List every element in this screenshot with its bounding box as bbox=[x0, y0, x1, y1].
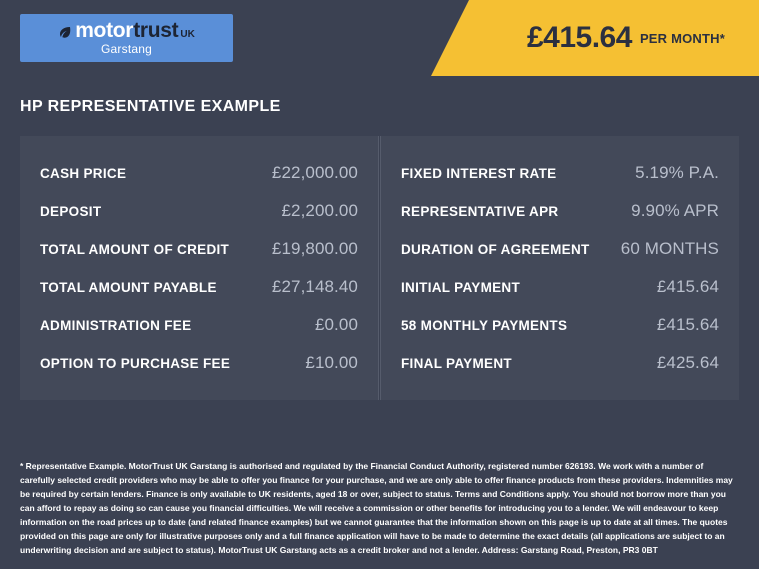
monthly-price-banner bbox=[469, 0, 759, 76]
row-value: £425.64 bbox=[656, 353, 719, 372]
row-label: DEPOSIT bbox=[40, 204, 102, 219]
row-label: FIXED INTEREST RATE bbox=[401, 166, 557, 181]
table-row bbox=[401, 344, 719, 382]
row-label: CASH PRICE bbox=[40, 166, 127, 181]
leaf-icon bbox=[58, 25, 72, 39]
table-row bbox=[401, 268, 719, 306]
table-row bbox=[40, 154, 358, 192]
table-row bbox=[40, 192, 358, 230]
table-row bbox=[401, 154, 719, 192]
row-value: £27,148.40 bbox=[271, 277, 358, 296]
row-label: INITIAL PAYMENT bbox=[401, 280, 521, 295]
row-value: 60 MONTHS bbox=[620, 239, 719, 258]
row-label: ADMINISTRATION FEE bbox=[40, 318, 192, 333]
table-row bbox=[40, 306, 358, 344]
row-value: £2,200.00 bbox=[281, 201, 358, 220]
row-value: £10.00 bbox=[305, 353, 358, 372]
row-label: FINAL PAYMENT bbox=[401, 356, 512, 371]
footer-disclaimer bbox=[0, 445, 759, 569]
logo-wordmark bbox=[58, 20, 195, 41]
row-value: 9.90% APR bbox=[631, 201, 719, 220]
logo-word-motor: motor bbox=[75, 19, 134, 42]
table-row bbox=[401, 192, 719, 230]
table-row bbox=[401, 306, 719, 344]
row-label: TOTAL AMOUNT PAYABLE bbox=[40, 280, 217, 295]
row-value: £0.00 bbox=[314, 315, 358, 334]
table-row bbox=[40, 230, 358, 268]
row-value: £22,000.00 bbox=[271, 163, 358, 182]
finance-details-panels bbox=[20, 136, 739, 400]
logo-branch-name: Garstang bbox=[101, 42, 152, 56]
finance-panel-left bbox=[20, 136, 379, 400]
monthly-price-amount: £415.64 bbox=[526, 21, 632, 54]
logo-word-trust: trust bbox=[133, 19, 179, 42]
page-title: HP REPRESENTATIVE EXAMPLE bbox=[20, 98, 281, 115]
dealer-logo[interactable] bbox=[20, 14, 233, 62]
row-value: £415.64 bbox=[656, 277, 719, 296]
row-label: 58 MONTHLY PAYMENTS bbox=[401, 318, 568, 333]
row-label: REPRESENTATIVE APR bbox=[401, 204, 559, 219]
table-row bbox=[40, 268, 358, 306]
row-value: 5.19% P.A. bbox=[635, 163, 719, 182]
row-value: £415.64 bbox=[656, 315, 719, 334]
logo-superscript-uk: UK bbox=[180, 29, 195, 40]
table-row bbox=[401, 230, 719, 268]
disclaimer-text: * Representative Example. MotorTrust UK Garstang is authorised and regulated by the Financial Conduct Authority, registered number 626193. We work with a number of carefully selected credit providers who may be able to offer you finance for your purchase, and we are only able to offer finance products from these providers. Indemnities may be required by certain lenders. Finance is only available to UK residents, aged 18 or over, subject to status. Terms and Conditions apply. You should not borrow more than you can afford to repay as doing so can cause you financial difficulties. We will receive a commission or other benefits for introducing you to a lender. We will endeavour to keep information on the road prices up to date (and related finance examples) but we cannot guarantee that the information shown on this page is up to date at all times. The quotes provided on this page are only for illustrative purposes only and a full finance application will have to be made to determine the exact details (all applications are subject to an underwriting decision and are subject to status). MotorTrust UK Garstang acts as a credit broker and not a lender. Address: Garstang Road, Preston, PR3 0BT bbox=[20, 460, 733, 555]
row-label: TOTAL AMOUNT OF CREDIT bbox=[40, 242, 230, 257]
monthly-price-period: PER MONTH* bbox=[639, 30, 725, 46]
table-row bbox=[40, 344, 358, 382]
row-value: £19,800.00 bbox=[271, 239, 358, 258]
row-label: OPTION TO PURCHASE FEE bbox=[40, 356, 231, 371]
page-header bbox=[0, 0, 759, 76]
row-label: DURATION OF AGREEMENT bbox=[401, 242, 590, 257]
finance-panel-right bbox=[380, 136, 739, 400]
